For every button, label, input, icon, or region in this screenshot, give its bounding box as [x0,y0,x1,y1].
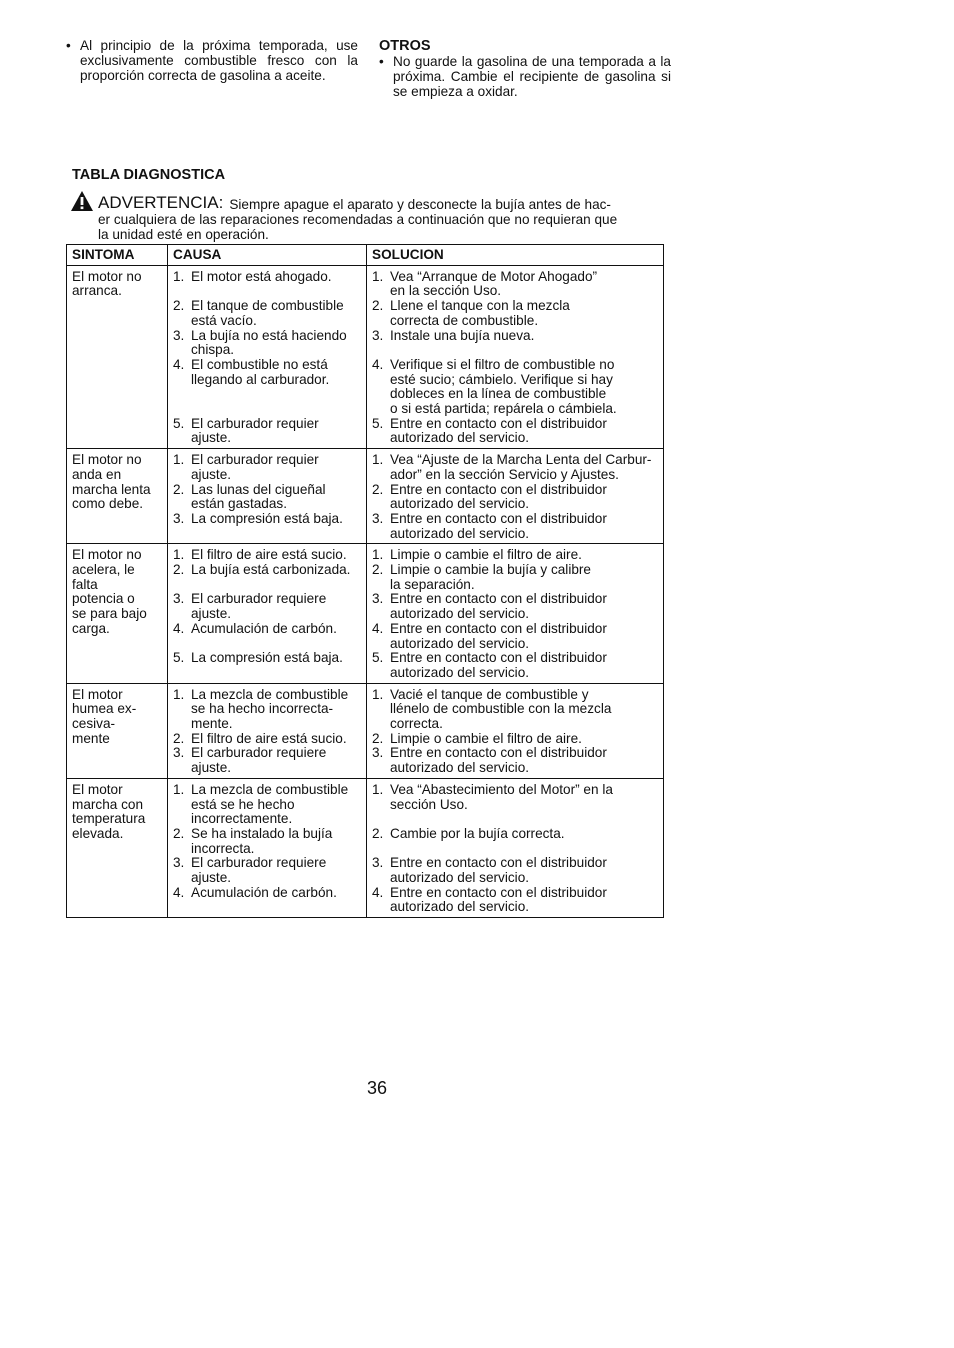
table-row [67,449,664,544]
sintoma-line: marcha con [72,796,144,812]
item-number: 5. [372,415,384,431]
item-line: ajuste. [191,466,232,482]
item-line: esté sucio; cámbielo. Verifique si hay [390,371,613,387]
item-number: 2. [173,481,185,497]
causa-item [173,512,362,527]
solucion-item [372,651,659,680]
item-number: 1. [372,452,384,468]
item-number: 3. [173,327,185,343]
causa-item [173,732,362,747]
item-text [390,563,659,592]
item-line: Vea “Arranque de Motor Ahogado” [390,268,598,284]
cell-solucion [367,449,664,544]
table-row [67,265,664,448]
item-line: ajuste. [191,430,232,446]
item-line: Verifique si el filtro de combustible no [390,356,615,372]
item-number: 4. [372,356,384,372]
table-row [67,683,664,778]
cell-causa [168,778,367,917]
table-row [67,778,664,917]
item-line: la separación. [390,576,475,592]
sintoma-line: elevada. [72,826,124,841]
item-text [191,563,362,578]
item-line: mente. [191,716,233,732]
item-line: autorizado del servicio. [390,870,530,886]
sintoma-line: El motor no [72,452,142,468]
solucion-item [372,548,659,563]
item-number: 2. [372,562,384,578]
item-text [390,592,659,621]
cell-solucion [367,544,664,683]
sintoma-line: anda en [72,466,122,482]
item-number: 1. [372,781,384,797]
item-number: 2. [372,825,384,841]
item-number: 1. [372,547,384,563]
item-text [191,270,362,285]
item-line: está vacío. [191,312,257,328]
item-line: Limpie o cambie la bujía y calibre [390,562,591,578]
warning-triangle-icon [70,190,94,212]
bullet-dot: • [66,38,71,53]
header-sintoma: SINTOMA [67,245,168,266]
item-text [191,622,362,637]
item-text [191,358,362,387]
item-line: autorizado del servicio. [390,606,530,622]
item-number: 3. [173,855,185,871]
sintoma-line: marcha lenta [72,481,151,497]
item-line: Entre en contacto con el distribuidor [390,591,607,607]
sintoma-line: El motor no [72,547,142,563]
item-number: 2. [173,298,185,314]
spacer [173,284,362,299]
item-number: 1. [173,781,185,797]
item-line: correcta. [390,716,443,732]
item-line: autorizado del servicio. [390,760,530,776]
item-number: 3. [372,855,384,871]
item-text [390,783,659,812]
table-body [67,265,664,917]
causa-item [173,299,362,328]
item-text [191,592,362,621]
item-text [191,453,362,482]
warning-line: la unidad esté en operación. [98,227,269,242]
cell-causa [168,544,367,683]
causa-item [173,358,362,387]
item-line: El carburador requier [191,415,319,431]
item-text [191,856,362,885]
item-line: La compresión está baja. [191,510,343,526]
item-line: Limpie o cambie el filtro de aire. [390,730,582,746]
solucion-item [372,563,659,592]
item-number: 2. [173,730,185,746]
bullet-text: No guarde la gasolina de una temporada a la próxima. Cambie el recipiente de gasolina si se empieza a oxidar. [393,54,671,99]
bullet-text: Al principio de la próxima temporada, use exclusivamente combustible fresco con la proporción correcta de gasolina a aceite. [80,38,358,83]
solucion-item [372,886,659,915]
item-number: 3. [372,510,384,526]
item-line: autorizado del servicio. [390,496,530,512]
item-line: Vacié el tanque de combustible y [390,686,589,702]
sintoma-line: El motor no [72,268,142,284]
item-text [390,886,659,915]
solucion-item [372,732,659,747]
item-line: Acumulación de carbón. [191,620,337,636]
table-title: TABLA DIAGNOSTICA [72,167,226,183]
solucion-item [372,329,659,344]
item-line: dobleces en la línea de combustible [390,386,607,402]
item-line: La bujía no está haciendo [191,327,347,343]
solucion-item [372,592,659,621]
sintoma-line: cesiva- [72,716,116,732]
cell-causa [168,449,367,544]
sintoma-line: El motor [72,686,123,702]
item-number: 1. [173,686,185,702]
warning-label: ADVERTENCIA: [98,193,224,212]
item-text [191,483,362,512]
causa-item [173,746,362,775]
item-text [390,688,659,732]
otros-section [379,38,671,99]
sintoma-line: El motor [72,781,123,797]
item-line: El filtro de aire está sucio. [191,547,347,563]
sintoma-line: temperatura [72,811,146,827]
cell-sintoma [67,265,168,448]
causa-item [173,563,362,578]
item-line: El carburador requiere [191,745,327,761]
solucion-item [372,856,659,885]
item-line: incorrectamente. [191,811,293,827]
item-line: Entre en contacto con el distribuidor [390,415,607,431]
item-number: 3. [372,327,384,343]
table-row [67,544,664,683]
diagnostic-table [66,244,664,918]
item-line: Limpie o cambie el filtro de aire. [390,547,582,563]
item-line: Entre en contacto con el distribuidor [390,884,607,900]
item-number: 1. [173,547,185,563]
causa-item [173,622,362,637]
item-line: Llene el tanque con la mezcla [390,298,570,314]
item-line: El filtro de aire está sucio. [191,730,347,746]
item-number: 4. [372,884,384,900]
item-line: Vea “Ajuste de la Marcha Lenta del Carbur- [390,452,652,468]
item-number: 1. [372,686,384,702]
header-solucion: SOLUCION [367,245,664,266]
item-number: 1. [372,268,384,284]
sintoma-line: mente [72,730,110,746]
solucion-item [372,453,659,482]
cell-sintoma [67,683,168,778]
causa-item [173,417,362,446]
causa-item [173,483,362,512]
header-causa: CAUSA [168,245,367,266]
cell-solucion [367,683,664,778]
item-text [191,299,362,328]
item-text [390,856,659,885]
item-text [390,622,659,651]
item-line: Cambie por la bujía correcta. [390,825,565,841]
item-line: Las lunas del cigueñal [191,481,326,497]
item-line: llegando al carburador. [191,371,330,387]
solucion-item [372,827,659,842]
item-line: chispa. [191,342,235,358]
item-line: El tanque de combustible [191,298,344,314]
table-header-row [67,245,664,266]
sintoma-line: se para bajo [72,606,147,622]
item-number: 3. [173,510,185,526]
causa-item [173,453,362,482]
bullet-item [379,54,671,99]
item-line: La bujía está carbonizada. [191,562,351,578]
item-number: 3. [173,591,185,607]
item-number: 2. [372,298,384,314]
item-number: 1. [173,452,185,468]
item-text [191,329,362,358]
causa-item [173,329,362,358]
item-line: El motor está ahogado. [191,268,332,284]
solucion-item [372,512,659,541]
item-line: Entre en contacto con el distribuidor [390,650,607,666]
sintoma-line: arranca. [72,283,122,299]
item-number: 2. [173,562,185,578]
item-text [390,732,659,747]
item-line: La compresión está baja. [191,650,343,666]
spacer [372,842,659,857]
item-number: 5. [372,650,384,666]
item-number: 4. [173,884,185,900]
item-text [390,417,659,446]
item-number: 5. [173,650,185,666]
spacer [173,578,362,593]
sintoma-line: falta [72,576,98,592]
item-line: en la sección Uso. [390,283,502,299]
item-text [390,651,659,680]
item-line: ajuste. [191,760,232,776]
spacer [372,812,659,827]
solucion-item [372,270,659,299]
causa-item [173,886,362,901]
item-line: Entre en contacto con el distribuidor [390,855,607,871]
item-text [390,299,659,328]
cell-causa [168,265,367,448]
item-line: ajuste. [191,606,232,622]
item-text [191,651,362,666]
item-text [191,746,362,775]
spacer [173,402,362,417]
item-line: está se he hecho [191,796,295,812]
spacer [173,637,362,652]
causa-item [173,592,362,621]
item-line: ajuste. [191,870,232,886]
item-line: llénelo de combustible con la mezcla [390,701,612,717]
causa-item [173,688,362,732]
cell-sintoma [67,544,168,683]
item-line: autorizado del servicio. [390,635,530,651]
item-text [191,732,362,747]
cell-sintoma [67,778,168,917]
solucion-item [372,746,659,775]
cell-solucion [367,265,664,448]
item-line: La mezcla de combustible [191,686,349,702]
item-number: 2. [173,826,185,841]
item-text [390,827,659,842]
item-number: 5. [173,415,185,431]
item-text [191,886,362,901]
item-number: 1. [173,268,185,284]
item-text [390,548,659,563]
solucion-item [372,783,659,812]
cell-solucion [367,778,664,917]
item-line: Instale una bujía nueva. [390,327,535,343]
warning-line: Siempre apague el aparato y desconecte la bujía antes de hac- [229,197,611,212]
item-line: Vea “Abastecimiento del Motor” en la [390,781,613,797]
cell-causa [168,683,367,778]
item-text [191,783,362,827]
item-line: ador” en la sección Servicio y Ajustes. [390,466,619,482]
otros-heading: OTROS [379,38,431,54]
item-line: El carburador requiere [191,855,327,871]
sintoma-line: carga. [72,620,110,636]
sintoma-line: humea ex- [72,701,137,717]
item-line: están gastadas. [191,496,287,512]
sintoma-line: potencia o [72,591,135,607]
item-text [191,827,362,856]
causa-item [173,270,362,285]
bullet-dot: • [379,54,384,69]
item-line: El carburador requier [191,452,319,468]
item-line: correcta de combustible. [390,312,539,328]
item-number: 4. [173,620,185,636]
item-text [191,688,362,732]
item-line: La mezcla de combustible [191,781,349,797]
item-line: Entre en contacto con el distribuidor [390,510,607,526]
item-line: autorizado del servicio. [390,430,530,446]
warning-block [70,190,650,242]
bullet-item [66,38,358,83]
item-text [390,358,659,417]
item-number: 3. [372,591,384,607]
item-number: 3. [173,745,185,761]
causa-item [173,856,362,885]
item-line: Entre en contacto con el distribuidor [390,620,607,636]
sintoma-line: como debe. [72,496,144,512]
item-number: 2. [372,730,384,746]
item-text [191,548,362,563]
causa-item [173,827,362,856]
item-number: 3. [372,745,384,761]
item-text [390,512,659,541]
solucion-item [372,299,659,328]
item-line: incorrecta. [191,840,255,856]
item-text [191,512,362,527]
item-text [390,746,659,775]
item-line: Acumulación de carbón. [191,884,337,900]
item-text [191,417,362,446]
item-line: se ha hecho incorrecta- [191,701,334,717]
item-text [390,329,659,344]
item-line: Entre en contacto con el distribuidor [390,745,607,761]
item-number: 4. [372,620,384,636]
item-text [390,270,659,299]
item-line: Entre en contacto con el distribuidor [390,481,607,497]
solucion-item [372,358,659,417]
warning-line: er cualquiera de las reparaciones recomendadas a continuación que no requieran que [98,212,618,227]
sintoma-line: acelera, le [72,562,135,578]
solucion-item [372,622,659,651]
causa-item [173,651,362,666]
spacer [372,343,659,358]
causa-item [173,783,362,827]
item-line: sección Uso. [390,796,468,812]
page-number: 36 [367,1078,388,1098]
spacer [173,387,362,402]
item-line: El combustible no está [191,356,328,372]
item-number: 4. [173,356,185,372]
cell-sintoma [67,449,168,544]
item-line: El carburador requiere [191,591,327,607]
left-column [66,38,358,83]
item-line: Se ha instalado la bujía [191,826,333,841]
item-text [390,453,659,482]
solucion-item [372,688,659,732]
item-line: o si está partida; repárela o cámbiela. [390,401,617,417]
item-line: autorizado del servicio. [390,525,530,541]
item-number: 2. [372,481,384,497]
item-line: autorizado del servicio. [390,664,530,680]
item-text [390,483,659,512]
solucion-item [372,483,659,512]
causa-item [173,548,362,563]
solucion-item [372,417,659,446]
item-line: autorizado del servicio. [390,899,530,915]
